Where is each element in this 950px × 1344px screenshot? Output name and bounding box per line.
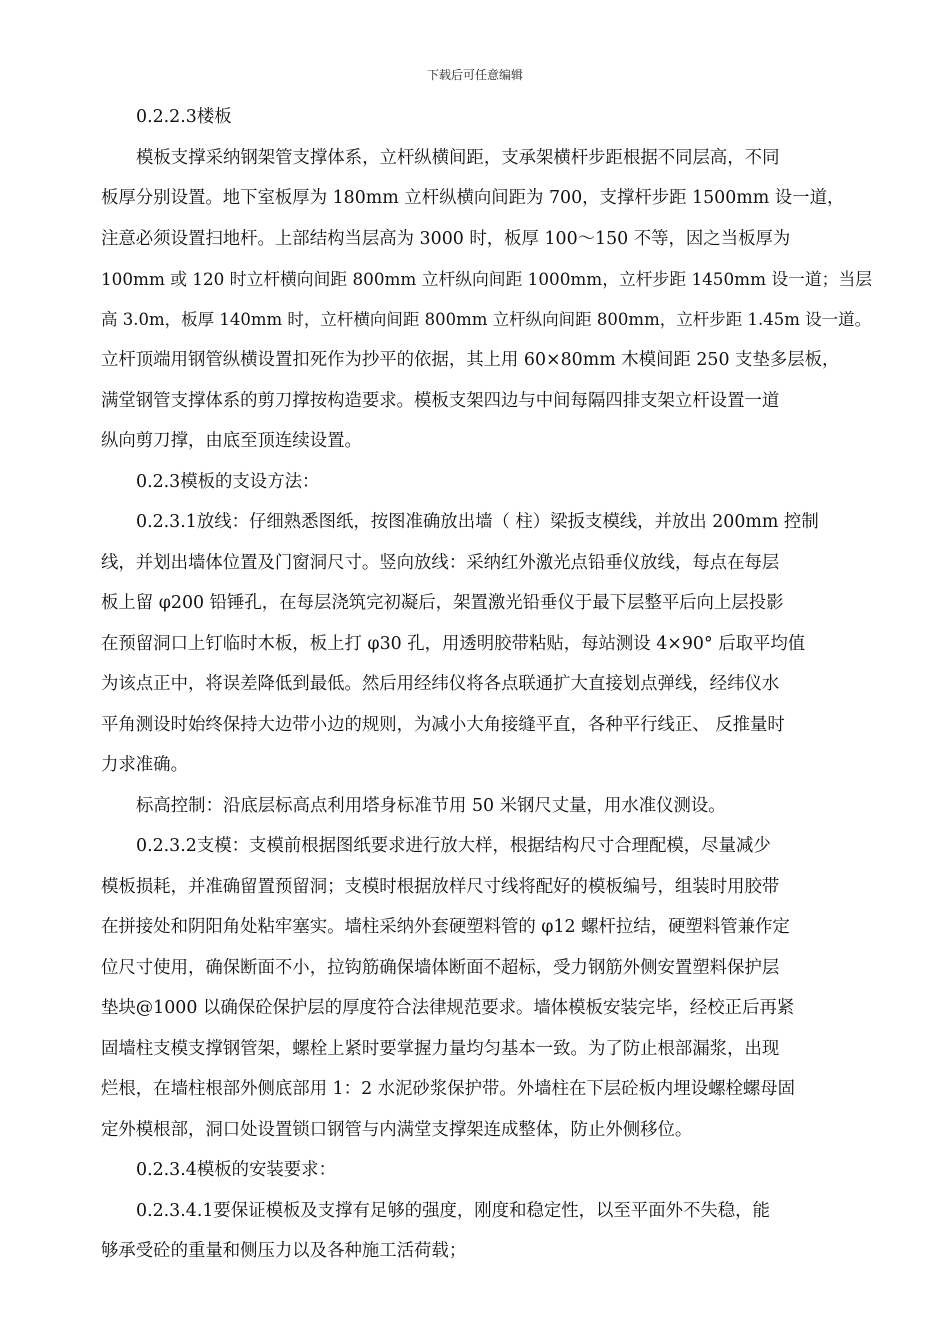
paragraph-line: 立杆顶端用钢管纵横设置扣死作为抄平的依据，其上用 60×80mm 木模间距 250 支垫多层板， [101,350,840,370]
heading-0223-method: 0.2.3模板的支设方法： [136,471,320,492]
paragraph-line: 满堂钢管支撑体系的剪刀撑按构造要求。模板支架四边与中间每隔四排支架立杆设置一道 [101,390,780,411]
page-header: 下载后可任意编辑 [426,68,523,82]
paragraph-line: 高 3.0m，板厚 140mm 时，立杆横向间距 800mm 立杆纵向间距 800mm，立杆步距 1.45m 设一道。 [101,309,872,329]
paragraph-line: 定外模根部，洞口处设置锁口钢管与内满堂支撑架连成整体，防止外侧移位。 [101,1119,693,1140]
paragraph-line: 力求准确。 [101,755,188,775]
paragraph-line: 模板损耗，并准确留置预留洞；支模时根据放样尺寸线将配好的模板编号，组装时用胶带 [101,876,780,897]
paragraph-line: 100mm 或 120 时立杆横向间距 800mm 立杆纵向间距 1000mm，立杆步距 1450mm 设一道；当层 [101,269,873,289]
paragraph-line: 板厚分别设置。地下室板厚为 180mm 立杆纵横向间距为 700，支撑杆步距 1500mm 设一道， [101,188,845,208]
paragraph-line: 模板支撑采纳钢架管支撑体系，立杆纵横间距，支承架横杆步距根据不同层高，不同 [136,147,780,168]
paragraph-line: 0.2.3.2支模：支模前根据图纸要求进行放大样，根据结构尺寸合理配模，尽量减少 [136,836,771,856]
paragraph-line: 纵向剪刀撑，由底至顶连续设置。 [101,431,362,451]
paragraph-line: 够承受砼的重量和侧压力以及各种施工活荷载； [101,1241,467,1261]
paragraph-line: 烂根，在墙柱根部外侧底部用 1：2 水泥砂浆保护带。外墙柱在下层砼板内埋设螺栓螺母固 [101,1079,796,1099]
paragraph-line: 在预留洞口上钉临时木板，板上打 φ30 孔，用透明胶带粘贴，每站测设 4×90° 后取平均值 [101,633,806,654]
paragraph-line: 标高控制：沿底层标高点利用塔身标准节用 50 米钢尺丈量，用水准仪测设。 [136,795,726,816]
paragraph-line: 板上留 φ200 铅锤孔，在每层浇筑完初凝后，架置激光铅垂仪于最下层整平后向上层投影 [101,593,784,613]
document-body [101,97,881,1272]
paragraph-line: 0.2.3.4.1要保证模板及支撑有足够的强度，刚度和稳定性，以至平面外不失稳，能 [136,1200,770,1221]
paragraph-line: 位尺寸使用，确保断面不小，拉钩筋确保墙体断面不超标，受力钢筋外侧安置塑料保护层 [101,957,780,978]
paragraph-line: 线，并划出墙体位置及门窗洞尺寸。竖向放线：采纳红外激光点铅垂仪放线，每点在每层 [101,552,780,573]
paragraph-line: 在拼接处和阴阳角处粘牢塞实。墙柱采纳外套硬塑料管的 φ12 螺杆拉结，硬塑料管兼作定 [101,917,790,937]
paragraph-line: 垫块@1000 以确保砼保护层的厚度符合法律规范要求。墙体模板安装完毕，经校正后再紧 [101,998,795,1018]
paragraph-line: 平角测设时始终保持大边带小边的规则，为减小大角接缝平直，各种平行线正、 反推量时 [101,714,785,735]
heading-0223: 0.2.2.3楼板 [136,107,232,127]
paragraph-line: 为该点正中，将误差降低到最低。然后用经纬仪将各点联通扩大直接划点弹线，经纬仪水 [101,674,780,694]
paragraph-line: 0.2.3.1放线：仔细熟悉图纸，按图准确放出墙（ 柱）梁扳支模线，并放出 200mm 控制 [136,512,819,532]
paragraph-line: 注意必须设置扫地杆。上部结构当层高为 3000 时，板厚 100～150 不等，因之当板厚为 [101,228,791,249]
heading-02234: 0.2.3.4模板的安装要求： [136,1160,336,1180]
paragraph-line: 固墙柱支模支撑钢管架，螺栓上紧时要掌握力量均匀基本一致。为了防止根部漏浆，出现 [101,1038,780,1059]
